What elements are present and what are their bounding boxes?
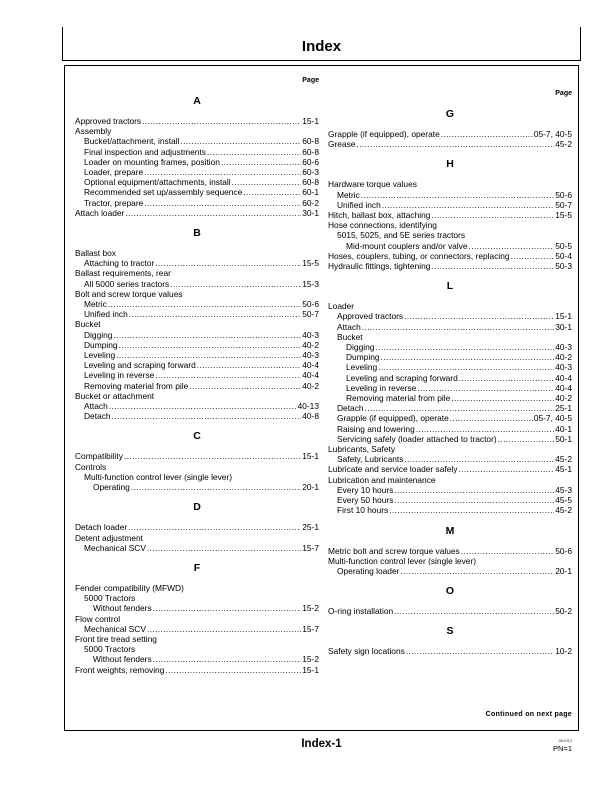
- leader-dots: [170, 279, 301, 289]
- leader-dots: [221, 157, 301, 167]
- index-entry-text: Attaching to tractor: [84, 258, 155, 269]
- leader-dots: [128, 522, 301, 532]
- index-entry: [75, 665, 319, 675]
- index-entry-text: Hose connections, identifying: [328, 220, 437, 231]
- index-entry: [328, 139, 572, 149]
- index-entry-text: Lubricants, Safety: [328, 444, 396, 455]
- index-entry: [75, 157, 319, 167]
- index-entry: [328, 322, 572, 332]
- index-entry-page: 40-3: [555, 342, 572, 353]
- leader-dots: [511, 251, 555, 261]
- index-entry-text: Flow control: [75, 613, 121, 624]
- index-entry: [75, 126, 319, 136]
- index-entry-text: O-ring installation: [328, 606, 394, 617]
- index-entry: [75, 451, 319, 461]
- index-entry: [75, 654, 319, 664]
- index-entry-text: Safety sign locations: [328, 646, 405, 657]
- index-entry-page: 40-13: [297, 401, 319, 412]
- index-entry-page: 40-2: [555, 393, 572, 404]
- index-entry: [328, 200, 572, 210]
- index-entry-page: 40-1: [555, 423, 572, 434]
- index-entry-page: 25-1: [555, 403, 572, 414]
- index-entry-text: Mechanical SCV: [84, 623, 146, 634]
- index-entry: [75, 411, 319, 421]
- index-letter-d: D: [193, 501, 201, 514]
- index-entry-text: 5000 Tractors: [84, 644, 136, 655]
- index-entry: [75, 634, 319, 644]
- index-entry-text: Raising and lowering: [337, 423, 415, 434]
- index-entry: [75, 299, 319, 309]
- index-entry-page: 15-1: [555, 311, 572, 322]
- index-entry-text: Detach loader: [75, 522, 128, 533]
- index-entry-page: 05-7, 40-5: [533, 129, 572, 139]
- index-entry: [328, 301, 572, 311]
- index-entry-text: Hydraulic fittings, tightening: [328, 261, 431, 272]
- leader-dots: [129, 309, 301, 319]
- leader-dots: [112, 411, 302, 421]
- leader-dots: [450, 413, 533, 423]
- index-entry-text: Dumping: [84, 339, 118, 350]
- index-entry-text: Grapple (if equipped), operate: [328, 129, 440, 139]
- index-entry-page: 20-1: [555, 565, 572, 576]
- leader-dots: [404, 454, 554, 464]
- index-entry-text: Detach: [84, 411, 111, 422]
- index-entry-text: Lubricate and service loader safely: [328, 464, 458, 475]
- index-entry-text: Multi-function control lever (single lever): [328, 555, 477, 566]
- index-entry-text: Mid-mount couplers and/or valve: [346, 240, 468, 251]
- index-entry: [75, 381, 319, 391]
- leader-dots: [416, 424, 554, 434]
- leader-dots: [243, 187, 301, 197]
- index-column-right: [328, 89, 572, 657]
- index-entry: [328, 241, 572, 251]
- index-entry-page: 45-3: [555, 484, 572, 495]
- index-entry-text: Loader on mounting frames, position: [84, 156, 220, 167]
- index-entry-page: 15-5: [555, 210, 572, 221]
- index-entry: [328, 606, 572, 616]
- index-letter-h: H: [446, 158, 454, 171]
- index-entry-text: Controls: [75, 461, 107, 472]
- index-entry-text: Assembly: [75, 126, 112, 137]
- index-entry: [75, 472, 319, 482]
- index-entry-page: 50-7: [302, 309, 319, 320]
- index-entry-text: Fender compatibility (MFWD): [75, 582, 184, 593]
- leader-dots: [431, 210, 554, 220]
- index-letter-c: C: [193, 430, 201, 443]
- index-entry: [75, 268, 319, 278]
- leader-dots: [400, 566, 554, 576]
- index-entry-page: 20-1: [302, 482, 319, 493]
- index-entry-text: Operating loader: [337, 565, 400, 576]
- leader-dots: [394, 485, 554, 495]
- index-entry-text: Loader: [328, 301, 355, 312]
- index-entry-page: 40-2: [555, 352, 572, 363]
- index-entry: [75, 522, 319, 532]
- index-letter-a: A: [193, 95, 201, 107]
- index-entry: [75, 177, 319, 187]
- index-entry: [75, 593, 319, 603]
- index-entry: [75, 147, 319, 157]
- index-entry: [328, 444, 572, 454]
- leader-dots: [147, 624, 301, 634]
- leader-dots: [458, 464, 554, 474]
- leader-dots: [109, 401, 297, 411]
- index-entry: [75, 340, 319, 350]
- index-entry-text: Leveling: [84, 350, 116, 361]
- index-entry: [75, 116, 319, 126]
- leader-dots: [365, 403, 555, 413]
- leader-dots: [142, 116, 301, 126]
- leader-dots: [144, 198, 301, 208]
- index-entry-text: Removing material from pile: [84, 380, 189, 391]
- leader-dots: [381, 352, 555, 362]
- index-entry-page: 15-5: [302, 258, 319, 269]
- index-entry: [75, 289, 319, 299]
- leader-dots: [197, 360, 302, 370]
- index-entry-text: Approved tractors: [75, 116, 142, 126]
- index-entry-page: 50-6: [302, 299, 319, 310]
- index-entry-page: 40-3: [302, 350, 319, 361]
- index-entry: [75, 167, 319, 177]
- leader-dots: [469, 241, 555, 251]
- leader-dots: [113, 330, 301, 340]
- index-letter-l: L: [446, 280, 454, 293]
- leader-dots: [451, 393, 554, 403]
- index-entry: [328, 464, 572, 474]
- leader-dots: [119, 340, 302, 350]
- index-entry-page: 50-4: [555, 250, 572, 261]
- index-entry-text: 5000 Tractors: [84, 593, 136, 604]
- index-entry-page: 10-2: [555, 646, 572, 657]
- index-entry: [75, 258, 319, 268]
- index-entry: [75, 248, 319, 258]
- leader-dots: [406, 646, 554, 656]
- index-entry-text: Attach: [84, 401, 108, 412]
- index-entry-page: 30-1: [302, 207, 319, 218]
- leader-dots: [155, 370, 301, 380]
- index-entry-text: Ballast requirements, rear: [75, 268, 171, 279]
- index-entry: [75, 198, 319, 208]
- index-entry: [328, 190, 572, 200]
- continued-note: Continued on next page: [485, 711, 572, 718]
- leader-dots: [362, 322, 554, 332]
- index-entry: [328, 230, 572, 240]
- index-entry-text: Bucket: [75, 319, 101, 330]
- index-letter-f: F: [193, 561, 201, 574]
- index-entry: [328, 505, 572, 515]
- index-entry: [75, 330, 319, 340]
- index-entry-text: Grapple (if equipped), operate: [337, 413, 449, 424]
- index-entry-text: Dumping: [346, 352, 380, 363]
- index-entry-page: 40-4: [555, 382, 572, 393]
- leader-dots: [207, 147, 301, 157]
- index-entry-text: Bucket or attachment: [75, 390, 155, 401]
- index-entry: [75, 583, 319, 593]
- index-entry-page: 50-3: [555, 261, 572, 272]
- header-rule: [62, 60, 581, 61]
- leader-dots: [356, 139, 554, 149]
- leader-dots: [180, 136, 301, 146]
- leader-dots: [165, 665, 301, 675]
- index-entry-text: Grease: [328, 139, 356, 150]
- leader-dots: [131, 482, 301, 492]
- index-entry: [75, 462, 319, 472]
- index-entry-text: Leveling in reverse: [84, 370, 155, 381]
- index-entry-text: Approved tractors: [337, 311, 404, 322]
- footer-page-label: Index-1: [301, 738, 342, 750]
- index-entry-page: 50-5: [555, 240, 572, 251]
- index-entry-page: 40-4: [555, 372, 572, 383]
- index-entry-page: 40-4: [302, 360, 319, 371]
- index-entry-page: 45-5: [555, 495, 572, 506]
- index-letter-o: O: [445, 585, 455, 598]
- index-entry-page: 15-2: [302, 654, 319, 665]
- index-entry-page: 15-1: [302, 451, 319, 462]
- index-entry-text: Removing material from pile: [346, 393, 451, 404]
- leader-dots: [441, 129, 533, 139]
- index-entry-page: 40-4: [302, 370, 319, 381]
- index-entry-text: Leveling and scraping forward: [84, 360, 196, 371]
- leader-dots: [417, 383, 554, 393]
- leader-dots: [108, 299, 301, 309]
- index-entry-text: Detent adjustment: [75, 532, 143, 543]
- leader-dots: [124, 451, 301, 461]
- index-entry: [75, 391, 319, 401]
- index-entry: [328, 352, 572, 362]
- index-entry: [328, 342, 572, 352]
- index-letter-b: B: [193, 227, 201, 240]
- index-entry: [328, 129, 572, 139]
- index-entry-text: Digging: [346, 342, 375, 353]
- index-entry-page: 50-2: [555, 606, 572, 617]
- leader-dots: [361, 190, 554, 200]
- index-entry-text: Without fenders: [93, 603, 152, 614]
- index-entry-page: 60-2: [302, 197, 319, 208]
- leader-dots: [394, 495, 554, 505]
- index-entry: [75, 370, 319, 380]
- index-entry: [328, 362, 572, 372]
- index-entry-page: 60-8: [302, 146, 319, 157]
- index-entry: [328, 556, 572, 566]
- index-entry: [75, 644, 319, 654]
- leader-dots: [461, 546, 554, 556]
- index-entry: [328, 179, 572, 189]
- index-entry-page: 60-1: [302, 187, 319, 198]
- index-entry-page: 60-3: [302, 167, 319, 178]
- index-entry-page: 60-8: [302, 177, 319, 188]
- index-entry-page: 15-7: [302, 542, 319, 553]
- index-entry-page: 45-2: [555, 454, 572, 465]
- index-entry: [75, 350, 319, 360]
- index-entry: [328, 210, 572, 220]
- index-entry: [75, 136, 319, 146]
- index-entry: [328, 454, 572, 464]
- leader-dots: [375, 342, 554, 352]
- index-entry-text: All 5000 series tractors: [84, 278, 170, 289]
- index-entry: [75, 279, 319, 289]
- index-entry: [328, 495, 572, 505]
- index-entry: [328, 403, 572, 413]
- leader-dots: [459, 373, 555, 383]
- index-entry-text: Safety, Lubricants: [337, 454, 404, 465]
- leader-dots: [189, 381, 301, 391]
- index-entry: [328, 383, 572, 393]
- index-entry-text: Loader, prepare: [84, 167, 144, 178]
- index-entry-text: Without fenders: [93, 654, 152, 665]
- index-entry-page: 50-7: [555, 199, 572, 210]
- index-entry-page: 40-2: [302, 339, 319, 350]
- index-entry: [328, 373, 572, 383]
- leader-dots: [498, 434, 555, 444]
- index-entry-text: Attach: [337, 321, 361, 332]
- index-entry: [328, 220, 572, 230]
- index-entry: [328, 546, 572, 556]
- leader-dots: [232, 177, 302, 187]
- index-letter-m: M: [445, 524, 455, 537]
- index-entry-page: 15-2: [302, 603, 319, 614]
- index-entry-text: Mechanical SCV: [84, 542, 146, 553]
- index-entry: [75, 309, 319, 319]
- leader-dots: [155, 258, 301, 268]
- index-entry: [328, 251, 572, 261]
- leader-dots: [125, 208, 301, 218]
- leader-dots: [153, 603, 302, 613]
- index-entry: [75, 533, 319, 543]
- leader-dots: [382, 200, 554, 210]
- index-entry-page: 50-6: [555, 189, 572, 200]
- index-entry-page: 15-1: [302, 116, 319, 126]
- leader-dots: [116, 350, 301, 360]
- page-column-label: Page: [302, 77, 319, 84]
- footer-pn: PN=1: [553, 744, 572, 753]
- index-entry-page: 60-8: [302, 136, 319, 147]
- index-entry-text: Unified inch: [337, 199, 381, 210]
- index-entry-text: Metric: [84, 299, 107, 310]
- index-entry: [328, 413, 572, 423]
- index-entry: [75, 208, 319, 218]
- index-entry-text: Every 10 hours: [337, 484, 394, 495]
- index-entry-text: Detach: [337, 403, 364, 414]
- index-entry: [328, 434, 572, 444]
- index-entry-text: Metric bolt and screw torque values: [328, 545, 460, 556]
- index-entry-page: 40-3: [555, 362, 572, 373]
- leader-dots: [378, 362, 554, 372]
- index-letter-s: S: [446, 625, 454, 638]
- index-entry-page: 40-3: [302, 329, 319, 340]
- index-entry: [75, 614, 319, 624]
- index-entry-page: 45-1: [555, 464, 572, 475]
- index-entry: [328, 332, 572, 342]
- index-entry: [328, 261, 572, 271]
- index-entry-page: 50-1: [555, 433, 572, 444]
- leader-dots: [431, 261, 554, 271]
- index-entry-page: 15-3: [302, 278, 319, 289]
- index-entry-text: Compatibility: [75, 451, 123, 462]
- index-entry-page: 15-7: [302, 623, 319, 634]
- index-entry-text: Final inspection and adjustments: [84, 146, 206, 157]
- index-entry: [328, 311, 572, 321]
- index-entry-text: Front weights, removing: [75, 664, 165, 675]
- index-entry-text: Metric: [337, 189, 360, 200]
- index-entry-page: 40-2: [302, 380, 319, 391]
- index-entry-text: Bucket/attachment, install: [84, 136, 180, 147]
- index-entry-text: Operating: [93, 482, 130, 493]
- index-entry-text: Optional equipment/attachments, install: [84, 177, 231, 188]
- index-entry-text: Front tire tread setting: [75, 633, 157, 644]
- index-entry: [328, 485, 572, 495]
- index-entry: [75, 543, 319, 553]
- index-entry: [328, 424, 572, 434]
- leader-dots: [404, 311, 554, 321]
- index-entry-text: Recommended set up/assembly sequence: [84, 187, 243, 198]
- index-entry: [75, 187, 319, 197]
- index-entry-text: Ballast box: [75, 248, 116, 259]
- index-entry-text: Leveling: [346, 362, 378, 373]
- index-entry: [75, 482, 319, 492]
- leader-dots: [389, 505, 554, 515]
- index-entry: [75, 360, 319, 370]
- index-entry-text: Multi-function control lever (single lever): [84, 471, 233, 482]
- page-title: Index: [301, 38, 342, 55]
- index-entry-text: Unified inch: [84, 309, 128, 320]
- index-entry-page: 40-8: [302, 411, 319, 422]
- index-entry-text: 5015, 5025, and 5E series tractors: [337, 230, 466, 241]
- index-entry-text: Bolt and screw torque values: [75, 288, 183, 299]
- index-entry-page: 30-1: [555, 321, 572, 332]
- index-entry: [328, 393, 572, 403]
- index-entry-page: 05-7, 40-5: [533, 413, 572, 424]
- index-entry-text: Lubrication and maintenance: [328, 474, 436, 485]
- leader-dots: [394, 606, 554, 616]
- index-entry-text: Attach loader: [75, 207, 125, 218]
- index-entry-text: Hoses, couplers, tubing, or connectors, replacing: [328, 250, 510, 261]
- index-entry-text: Hardware torque values: [328, 179, 417, 190]
- leader-dots: [147, 543, 301, 553]
- index-letter-g: G: [445, 108, 455, 120]
- index-entry: [328, 566, 572, 576]
- index-entry: [75, 319, 319, 329]
- footer-code: 061913: [558, 738, 572, 743]
- index-entry-page: 15-1: [302, 664, 319, 675]
- index-entry: [75, 624, 319, 634]
- index-entry-page: 50-6: [555, 545, 572, 556]
- index-entry-page: 60-6: [302, 156, 319, 167]
- index-entry-text: Digging: [84, 329, 113, 340]
- index-entry-text: First 10 hours: [337, 505, 389, 516]
- leader-dots: [144, 167, 301, 177]
- index-entry: [75, 603, 319, 613]
- index-entry-text: Servicing safely (loader attached to tractor): [337, 433, 497, 444]
- index-entry-page: 25-1: [302, 522, 319, 533]
- index-entry-text: Every 50 hours: [337, 495, 394, 506]
- index-entry: [328, 646, 572, 656]
- index-entry-page: 45-2: [555, 139, 572, 150]
- index-entry: [75, 401, 319, 411]
- index-entry-text: Hitch, ballast box, attaching: [328, 210, 431, 221]
- index-entry-text: Bucket: [337, 331, 363, 342]
- index-entry-text: Tractor, prepare: [84, 197, 144, 208]
- leader-dots: [153, 654, 302, 664]
- index-entry-text: Leveling and scraping forward: [346, 372, 458, 383]
- index-entry-page: 45-2: [555, 505, 572, 516]
- index-entry-text: Leveling in reverse: [346, 382, 417, 393]
- page-column-label: Page: [555, 90, 572, 97]
- index-entry: [328, 475, 572, 485]
- index-column-left: [75, 76, 319, 675]
